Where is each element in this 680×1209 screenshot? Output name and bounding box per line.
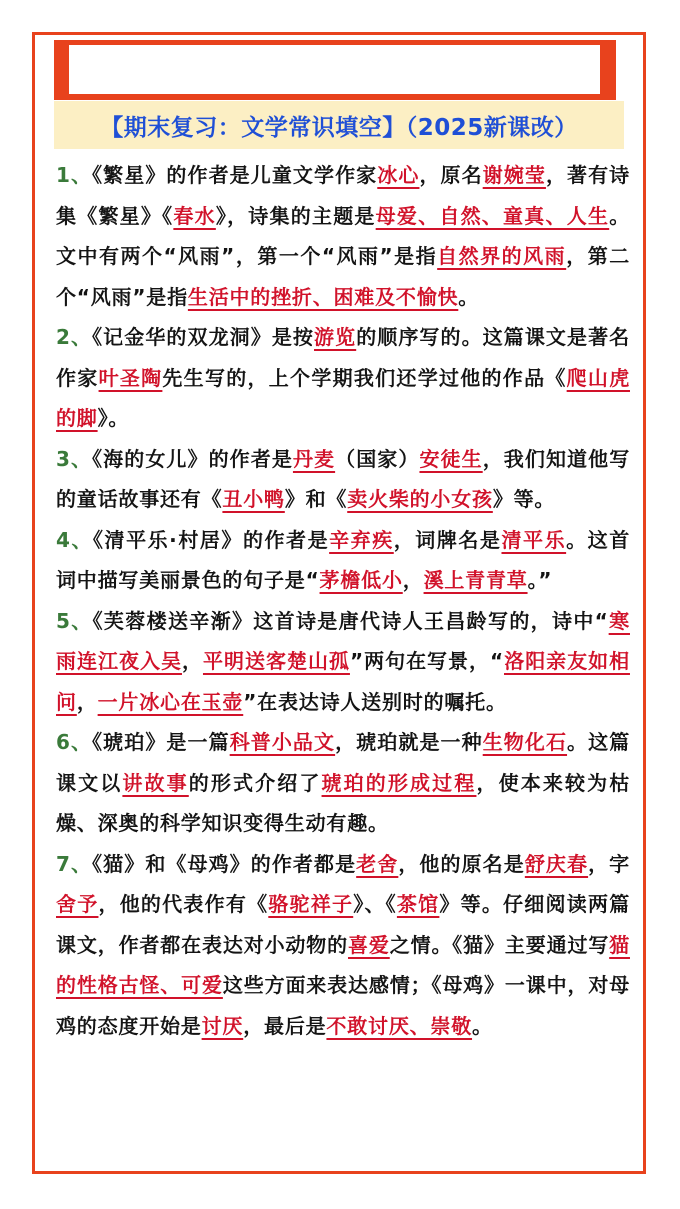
- answer-text: 自然界的风雨: [437, 244, 567, 268]
- question-text: ，著有诗集《繁星》《: [56, 163, 630, 228]
- question-text: ”在表达诗人送别时的嘱托。: [243, 689, 507, 714]
- answer-text: 舒庆春: [524, 851, 589, 876]
- exercise-item: [56, 317, 630, 439]
- exercise-item: [56, 844, 630, 1047]
- question-text: 。这篇课文以: [56, 730, 631, 795]
- answer-text: 寒雨连江夜入吴: [56, 608, 630, 673]
- exercise-list: [56, 155, 630, 1046]
- question-text: ，: [76, 689, 98, 714]
- title-band: [54, 101, 624, 149]
- answer-text: 春水: [173, 203, 216, 228]
- question-text: 。这首词中描写美丽景色的句子是“: [56, 527, 631, 592]
- question-text: 》和《: [284, 487, 348, 511]
- exercise-item: [56, 601, 630, 723]
- answer-text: 生活中的挫折、困难及不愉快: [187, 284, 459, 309]
- question-text: ，使本来较为枯燥、深奥的科学知识变得生动有趣。: [56, 770, 630, 835]
- exercise-item: [56, 155, 630, 317]
- question-text: 《芙蓉楼送辛渐》这首诗是唐代诗人王昌龄写的，诗中“: [92, 608, 609, 633]
- answer-text: 喜爱: [348, 932, 390, 957]
- question-text: ”两句在写景，“: [349, 649, 504, 673]
- answer-text: 辛弃疾: [329, 527, 394, 552]
- answer-text: 冰心: [377, 163, 420, 187]
- answer-text: 生物化石: [482, 730, 568, 754]
- answer-text: 茅檐低小: [319, 568, 403, 592]
- question-text: 》等。仔细阅读两篇课文，作者都在表达对小动物的: [56, 892, 631, 957]
- question-text: ，原名: [419, 163, 483, 187]
- answer-text: 讲故事: [122, 770, 189, 795]
- answer-text: 茶馆: [396, 892, 440, 916]
- item-number: 7、: [56, 851, 93, 876]
- answer-text: 科普小品文: [229, 730, 336, 754]
- answer-text: 洛阳亲友如相问: [56, 649, 630, 714]
- question-text: 的顺序写的。这篇课文是著名作家: [56, 325, 630, 390]
- exercise-item: [56, 520, 630, 601]
- question-text: ，第二个“风雨”是指: [56, 244, 630, 309]
- answer-text: 老舍: [356, 851, 399, 876]
- question-text: 。: [472, 1013, 493, 1038]
- answer-text: 琥珀的形成过程: [321, 770, 477, 795]
- question-text: 《海的女儿》的作者是: [92, 446, 293, 471]
- item-number: 6、: [56, 730, 93, 754]
- item-number: 2、: [56, 325, 93, 349]
- question-text: 》、《: [353, 892, 397, 916]
- item-number: 5、: [56, 608, 93, 633]
- answer-text: 叶圣陶: [98, 365, 163, 390]
- header-banner-blank: [69, 45, 600, 94]
- question-text: ，他的代表作有《: [98, 892, 269, 916]
- question-text: ，字: [588, 851, 630, 876]
- answer-text: 溪上青青草: [423, 568, 528, 592]
- question-text: ，: [402, 568, 424, 592]
- exercise-item: [56, 722, 630, 844]
- question-text: 》，诗集的主题是: [215, 203, 376, 228]
- answer-text: 安徒生: [419, 446, 483, 471]
- answer-text: 游览: [314, 325, 357, 349]
- page-title: 【期末复习：文学常识填空】（2025新课改）: [100, 114, 578, 141]
- answer-text: 不敢讨厌、崇敬: [326, 1013, 473, 1038]
- answer-text: 卖火柴的小女孩: [347, 487, 493, 511]
- question-text: ，我们知道他写的童话故事还有《: [56, 446, 631, 511]
- answer-text: 猫的性格古怪、可爱: [56, 932, 630, 997]
- question-text: ，琥珀就是一种: [335, 730, 483, 754]
- question-text: ，最后是: [243, 1013, 327, 1038]
- item-number: 1、: [56, 163, 93, 187]
- question-text: ，: [181, 649, 203, 673]
- question-text: 的形式介绍了: [188, 770, 322, 795]
- answer-text: 一片冰心在玉壶: [97, 689, 244, 714]
- question-text: ，他的原名是: [398, 851, 525, 876]
- question-text: 之情。《猫》主要通过写: [389, 932, 610, 957]
- question-text: 《清平乐·村居》的作者是: [93, 527, 330, 552]
- header-banner: [54, 40, 616, 100]
- answer-text: 丑小鸭: [222, 487, 285, 511]
- answer-text: 谢婉莹: [482, 163, 546, 187]
- answer-text: 讨厌: [201, 1013, 244, 1038]
- question-text: 先生写的，上个学期我们还学过他的作品《: [162, 365, 567, 390]
- item-number: 3、: [56, 446, 93, 471]
- question-text: 》等。: [492, 487, 556, 511]
- answer-text: 母爱、自然、童真、人生: [375, 203, 610, 228]
- question-text: 《繁星》的作者是儿童文学作家: [92, 163, 378, 187]
- question-text: 《琥珀》是一篇: [92, 730, 230, 754]
- question-text: ，词牌名是: [393, 527, 502, 552]
- question-text: 》。: [97, 406, 130, 430]
- answer-text: 舍予: [56, 892, 99, 916]
- answer-text: 清平乐: [501, 527, 567, 552]
- question-text: 《记金华的双龙洞》是按: [92, 325, 315, 349]
- question-text: （国家）: [335, 446, 420, 471]
- question-text: 。”: [527, 568, 553, 592]
- question-text: 。: [458, 284, 480, 309]
- item-number: 4、: [56, 527, 94, 552]
- question-text: 《猫》和《母鸡》的作者都是: [92, 851, 357, 876]
- exercise-item: [56, 439, 630, 520]
- answer-text: 平明送客楚山孤: [202, 649, 350, 673]
- answer-text: 丹麦: [292, 446, 336, 471]
- question-text: 这些方面来表达感情；《母鸡》一课中，对母鸡的态度开始是: [56, 973, 630, 1038]
- answer-text: 骆驼祥子: [268, 892, 354, 916]
- answer-text: 爬山虎的脚: [56, 365, 630, 430]
- question-text: 。文中有两个“风雨”，第一个“风雨”是指: [56, 203, 630, 268]
